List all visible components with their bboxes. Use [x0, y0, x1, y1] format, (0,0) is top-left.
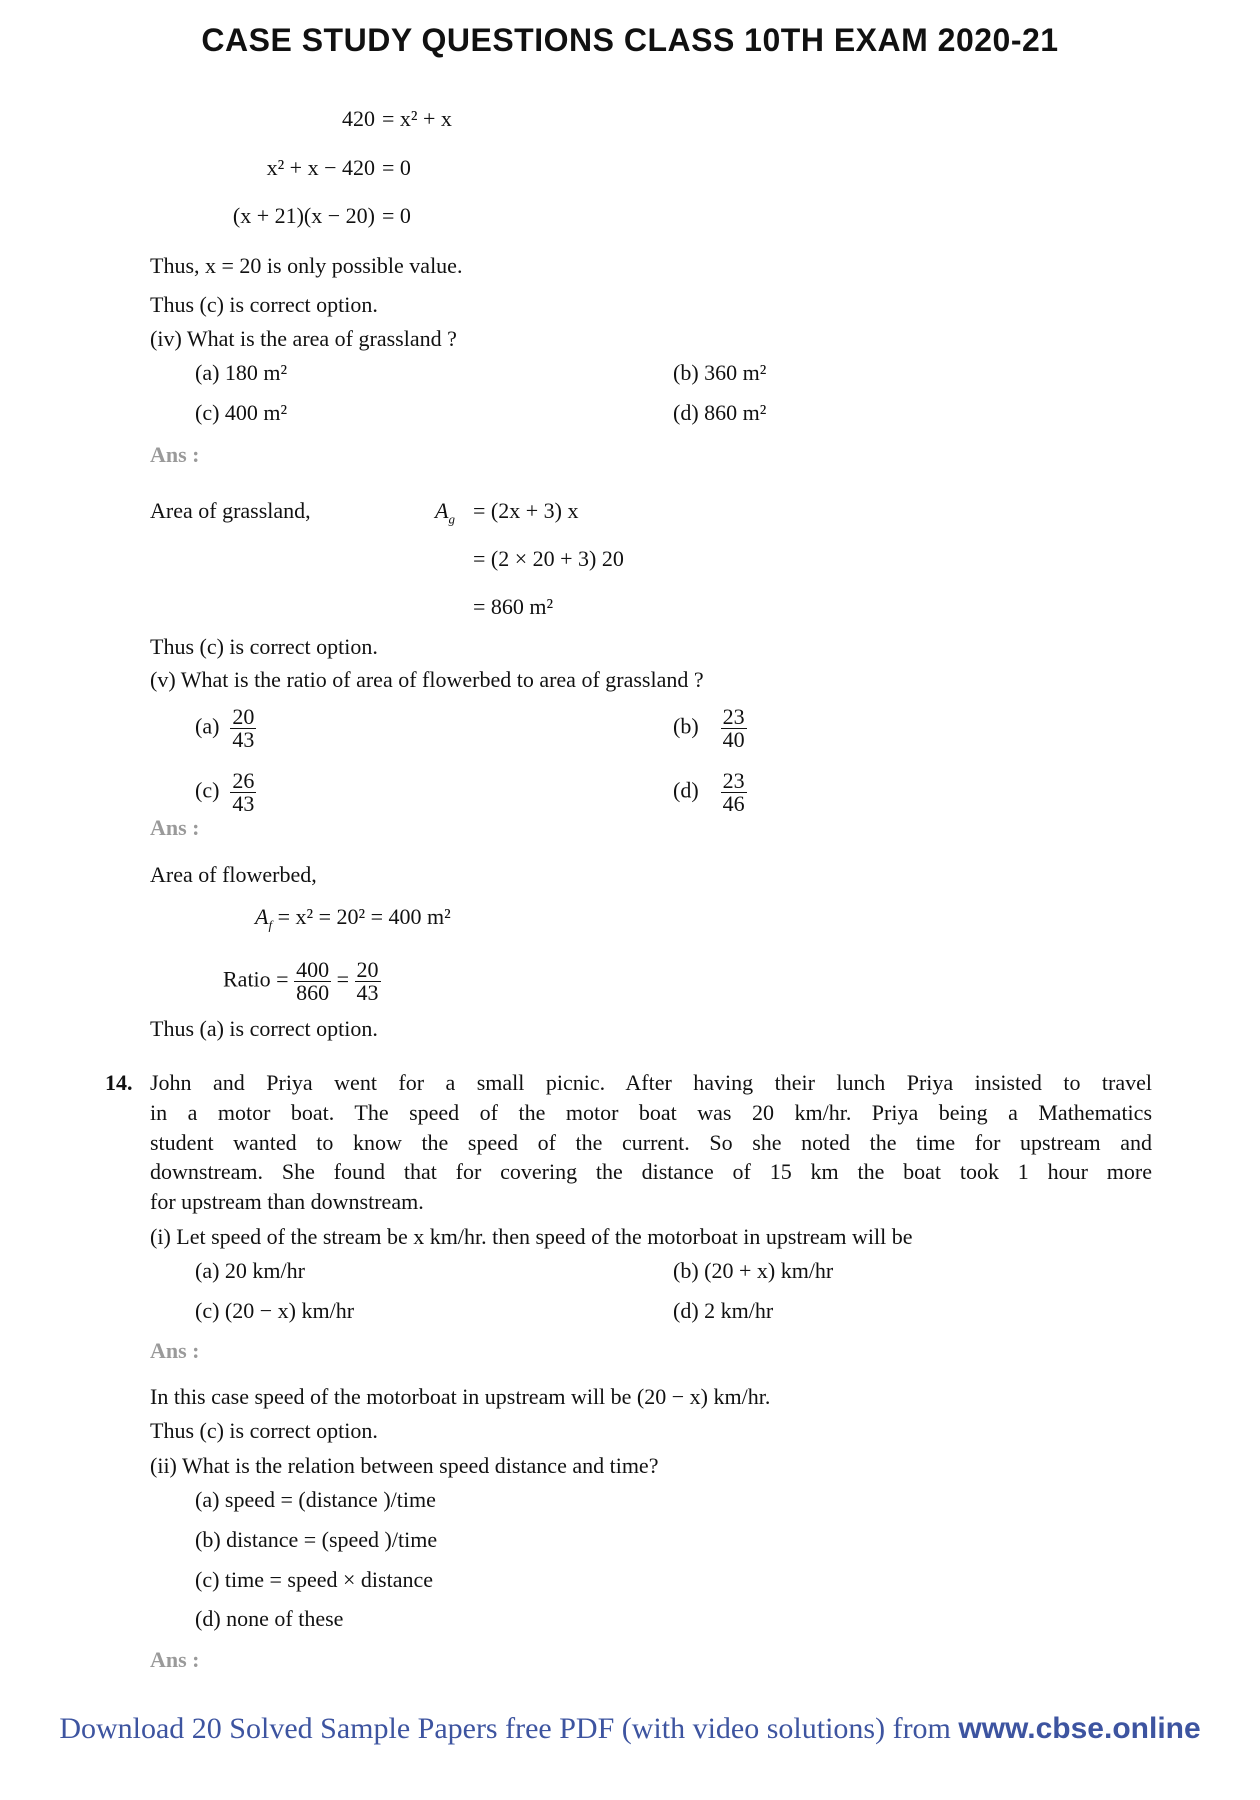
question-number: 14.	[105, 1070, 133, 1095]
conclusion-text: Thus (c) is correct option.	[150, 634, 378, 659]
option-a: (a) speed = (distance )/time	[195, 1487, 436, 1512]
paragraph-line: for upstream than downstream.	[150, 1189, 424, 1214]
option-a: (a) 180 m²	[195, 360, 288, 385]
option-c: (c) 400 m²	[195, 400, 288, 425]
flowerbed-subscript: f	[268, 917, 273, 933]
denominator: 40	[722, 727, 745, 752]
option-c: (c) (20 − x) km/hr	[195, 1298, 355, 1323]
question-v: (v) What is the ratio of area of flowerbed to area of grassland ?	[150, 667, 704, 692]
fraction	[294, 959, 331, 1004]
answer-label: Ans :	[150, 442, 200, 467]
denominator: 43	[356, 980, 379, 1005]
numerator: 20	[356, 957, 379, 982]
option-label: (b)	[673, 713, 699, 739]
option-c: (c) time = speed × distance	[195, 1567, 434, 1592]
option-b: (b) distance = (speed )/time	[195, 1527, 438, 1552]
answer-label: Ans :	[150, 1647, 200, 1672]
conclusion-text: Thus (a) is correct option.	[150, 1016, 378, 1041]
flowerbed-rhs: = x² = 20² = 400 m²	[277, 904, 451, 929]
numerator: 23	[722, 768, 745, 793]
equation-lhs: x² + x − 420	[266, 155, 375, 180]
option-label: (c)	[195, 777, 220, 803]
option-d: (d) 860 m²	[673, 400, 767, 425]
denominator: 860	[296, 980, 330, 1005]
paragraph-line: downstream. She found that for covering the distance of 15 km the boat took 1 hour more	[150, 1159, 1152, 1184]
option-b: (b) 360 m²	[673, 360, 767, 385]
equation-lhs: (x + 21)(x − 20)	[232, 203, 375, 228]
equation-rhs: = x² + x	[382, 106, 452, 131]
flowerbed-symbol: A	[255, 904, 269, 929]
denominator: 43	[232, 791, 255, 816]
equation-lhs: 420	[342, 106, 375, 131]
question-ii: (ii) What is the relation between speed distance and time?	[150, 1453, 659, 1478]
area-label: Area of grassland,	[150, 498, 311, 523]
option-b: (b) (20 + x) km/hr	[673, 1258, 834, 1283]
equation-rhs: = 0	[382, 155, 411, 180]
option-a	[195, 706, 256, 751]
option-c	[195, 770, 256, 815]
numerator: 23	[722, 704, 745, 729]
fraction	[230, 770, 256, 815]
area-symbol	[435, 497, 455, 533]
area-symbol-letter: A	[435, 498, 449, 523]
fraction	[355, 959, 381, 1004]
option-a: (a) 20 km/hr	[195, 1258, 305, 1283]
question-i: (i) Let speed of the stream be x km/hr. then speed of the motorboat in upstream will be	[150, 1224, 913, 1249]
answer-text: In this case speed of the motorboat in upstream will be (20 − x) km/hr.	[150, 1384, 771, 1409]
option-d: (d) 2 km/hr	[673, 1298, 774, 1323]
numerator: 400	[296, 957, 330, 982]
answer-label: Ans :	[150, 1338, 200, 1363]
paragraph-line: student wanted to know the speed of the current. So she noted the time for upstream and	[150, 1130, 1152, 1155]
conclusion-text: Thus (c) is correct option.	[150, 292, 378, 317]
denominator: 43	[232, 727, 255, 752]
answer-label: Ans :	[150, 815, 200, 840]
fraction	[230, 706, 256, 751]
fraction	[721, 706, 747, 751]
footer-link[interactable]: www.cbse.online	[958, 1712, 1201, 1745]
conclusion-text: Thus (c) is correct option.	[150, 1418, 378, 1443]
area-step: = 860 m²	[473, 594, 554, 619]
option-label: (a)	[195, 713, 220, 739]
paragraph-line: in a motor boat. The speed of the motor boat was 20 km/hr. Priya being a Mathematics	[150, 1100, 1152, 1125]
option-d: (d) none of these	[195, 1606, 344, 1631]
option-b	[673, 706, 747, 751]
equation-rhs: = 0	[382, 203, 411, 228]
footer-text: Download 20 Solved Sample Papers free PDF (with video solutions) from	[59, 1712, 959, 1745]
conclusion-text: Thus, x = 20 is only possible value.	[150, 253, 463, 278]
area-symbol-subscript: g	[448, 511, 455, 527]
area-step: = (2x + 3) x	[473, 498, 579, 523]
paragraph-line: John and Priya went for a small picnic. After having their lunch Priya insisted to travel	[150, 1070, 1152, 1095]
numerator: 26	[232, 768, 255, 793]
denominator: 46	[722, 791, 745, 816]
question-iv: (iv) What is the area of grassland ?	[150, 326, 457, 351]
ratio-equation	[223, 959, 381, 1004]
page-title: CASE STUDY QUESTIONS CLASS 10TH EXAM 2020-21	[201, 22, 1059, 58]
numerator: 20	[232, 704, 255, 729]
equals-sign: =	[336, 966, 349, 992]
ratio-label: Ratio =	[223, 966, 289, 992]
flowerbed-equation	[255, 903, 451, 939]
footer-banner	[0, 1712, 1260, 1746]
option-label: (d)	[673, 777, 699, 803]
option-d	[673, 770, 747, 815]
flowerbed-label: Area of flowerbed,	[150, 862, 317, 887]
fraction	[721, 770, 747, 815]
area-step: = (2 × 20 + 3) 20	[473, 546, 624, 571]
